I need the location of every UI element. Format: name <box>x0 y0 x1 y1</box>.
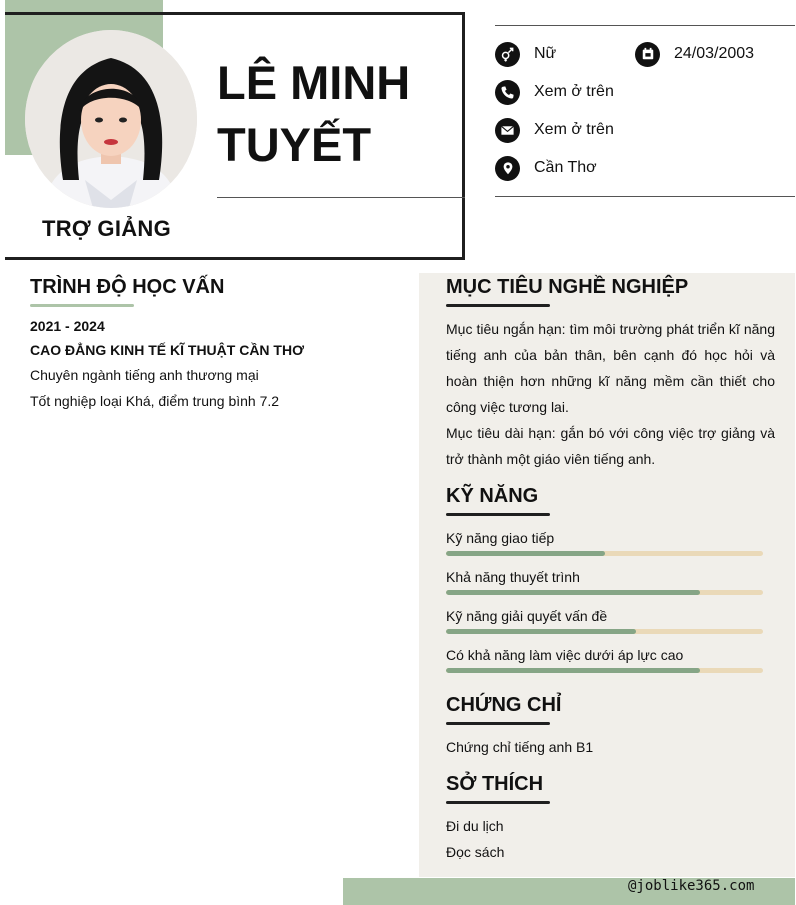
skill-bar-fill <box>446 551 605 556</box>
birthday-value: 24/03/2003 <box>674 45 755 62</box>
name-line-2: TUYẾT <box>217 118 372 171</box>
education-years: 2021 - 2024 <box>30 318 105 334</box>
phone-value: Xem ở trên <box>534 83 614 100</box>
name-divider <box>217 197 465 198</box>
location-icon <box>495 156 520 181</box>
hobby-item: Đi du lịch <box>446 818 504 834</box>
footer-watermark: @joblike365.com <box>628 878 755 894</box>
certificate-item: Chứng chỉ tiếng anh B1 <box>446 739 594 755</box>
objective-text <box>446 316 775 472</box>
objective-title-underline <box>446 304 550 307</box>
contact-birthday <box>635 41 754 67</box>
candidate-name <box>217 52 457 176</box>
location-value: Cần Thơ <box>534 159 597 176</box>
skill-bar-fill <box>446 668 700 673</box>
skill-label: Kỹ năng giải quyết vấn đề <box>446 608 608 624</box>
portrait-illustration <box>25 30 197 208</box>
avatar <box>25 30 197 208</box>
hobbies-title-underline <box>446 801 550 804</box>
email-value: Xem ở trên <box>534 121 614 138</box>
objective-title: MỤC TIÊU NGHỀ NGHIỆP <box>446 276 689 298</box>
contact-phone <box>495 79 614 105</box>
education-title-underline <box>30 304 134 307</box>
objective-long-term: Mục tiêu dài hạn: gắn bó với công việc trợ giảng và trở thành một giáo viên tiếng anh. <box>446 425 775 467</box>
education-major: Chuyên ngành tiếng anh thương mại <box>30 367 259 383</box>
hobby-item: Đọc sách <box>446 844 505 860</box>
skills-title-underline <box>446 513 550 516</box>
phone-icon <box>495 80 520 105</box>
skills-title: KỸ NĂNG <box>446 485 539 507</box>
name-line-1: LÊ MINH <box>217 56 411 109</box>
contact-top-divider <box>495 25 795 26</box>
skill-bar <box>446 551 763 556</box>
calendar-icon <box>635 42 660 67</box>
contact-location <box>495 155 597 181</box>
education-school: CAO ĐẲNG KINH TẾ KĨ THUẬT CẦN THƠ <box>30 342 305 358</box>
education-result: Tốt nghiệp loại Khá, điểm trung bình 7.2 <box>30 393 280 409</box>
certificates-title: CHỨNG CHỈ <box>446 694 562 716</box>
mail-icon <box>495 118 520 143</box>
education-title: TRÌNH ĐỘ HỌC VẤN <box>30 276 225 298</box>
contact-email <box>495 117 614 143</box>
skill-bar-fill <box>446 629 636 634</box>
hobbies-title: SỞ THÍCH <box>446 773 544 795</box>
job-title: TRỢ GIẢNG <box>42 216 172 241</box>
skill-bar <box>446 629 763 634</box>
skill-label: Có khả năng làm việc dưới áp lực cao <box>446 647 684 663</box>
skill-label: Khả năng thuyết trình <box>446 569 580 585</box>
contact-bottom-divider <box>495 196 795 197</box>
skill-bar <box>446 590 763 595</box>
skill-bar <box>446 668 763 673</box>
contact-gender <box>495 41 556 67</box>
objective-short-term: Mục tiêu ngắn hạn: tìm môi trường phát triển kĩ năng tiếng anh của bản thân, bên cạnh đó học hỏi và hoàn thiện hơn những kĩ năng mềm cần thiết cho công việc tương lai. <box>446 321 775 415</box>
gender-icon <box>495 42 520 67</box>
skill-label: Kỹ năng giao tiếp <box>446 530 555 546</box>
certificates-title-underline <box>446 722 550 725</box>
gender-value: Nữ <box>534 45 557 62</box>
skill-bar-fill <box>446 590 700 595</box>
